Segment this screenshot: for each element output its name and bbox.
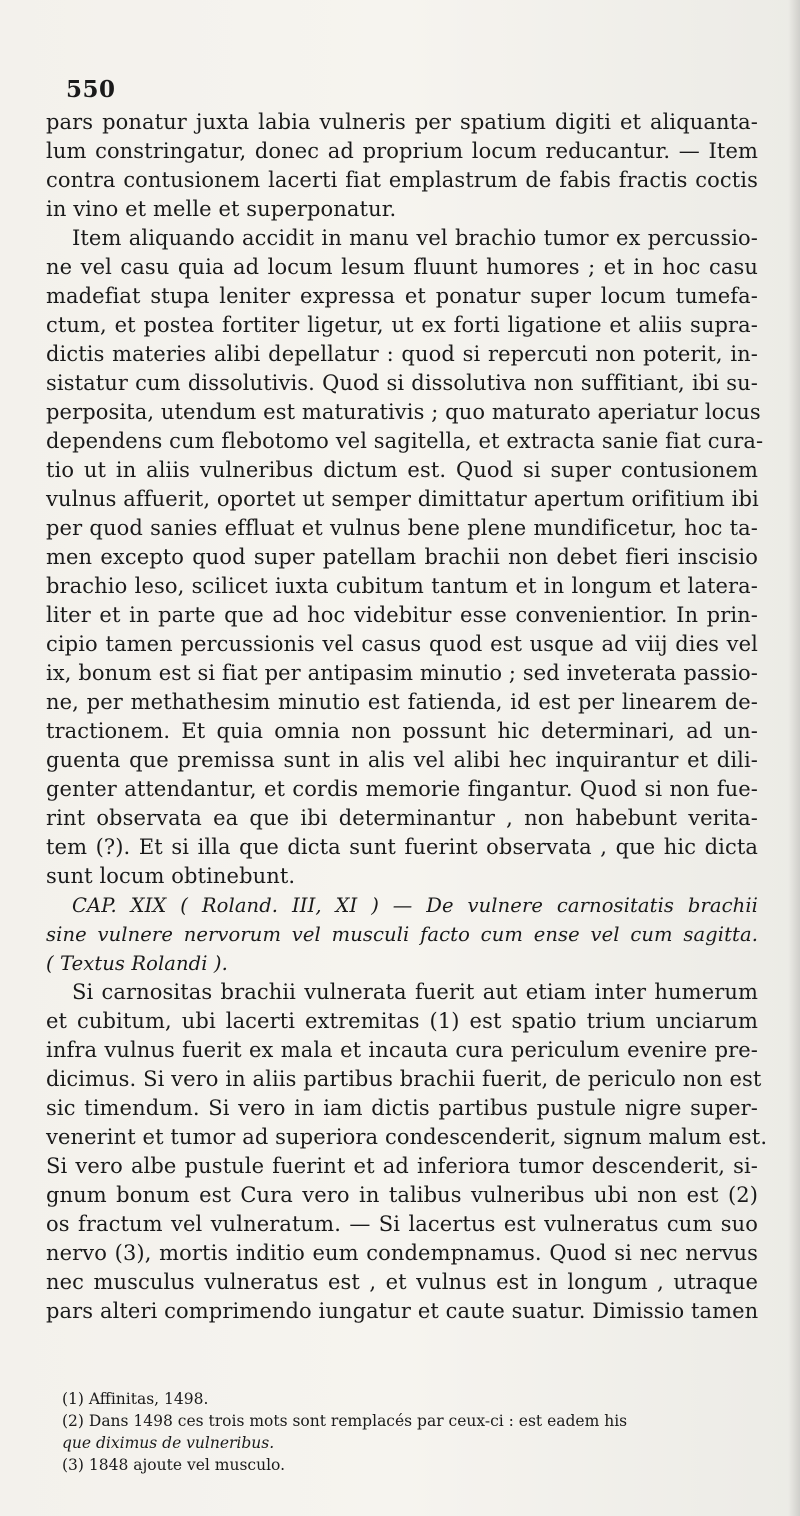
text-line: ctum, et postea fortiter ligetur, ut ex forti ligatione et aliis supra- (46, 313, 758, 337)
text-line: Si vero albe pustule fuerint et ad inferiora tumor descenderit, si- (46, 1154, 758, 1178)
text-line: rint observata ea que ibi determinantur , non habebunt verita- (46, 806, 758, 830)
footnote-mark: (1) (62, 1390, 89, 1408)
text-line: pars ponatur juxta labia vulneris per spatium digiti et aliquanta- (46, 110, 758, 134)
text-line: sic timendum. Si vero in iam dictis partibus pustule nigre super- (46, 1096, 758, 1120)
text-line: et cubitum, ubi lacerti extremitas (1) est spatio trium unciarum (46, 1009, 758, 1033)
text-line: tio ut in aliis vulneribus dictum est. Quod si super contusionem (46, 458, 758, 482)
text-line: ne vel casu quia ad locum lesum fluunt humores ; et in hoc casu (46, 255, 758, 279)
text-line: nec musculus vulneratus est , et vulnus est in longum , utraque (46, 1270, 758, 1294)
text-line: in vino et melle et superponatur. (46, 197, 397, 221)
footnotes (62, 1388, 762, 1476)
text-line: men excepto quod super patellam brachii non debet fieri inscisio (46, 545, 758, 569)
text-line: venerint et tumor ad superiora condescenderit, signum malum est. (46, 1125, 768, 1149)
text-line: dependens cum flebotomo vel sagitella, et extracta sanie fiat cura- (46, 429, 764, 453)
text-line: liter et in parte que ad hoc videbitur esse convenientior. In prin- (46, 603, 758, 627)
text-line: per quod sanies effluat et vulnus bene plene mundificetur, hoc ta- (46, 516, 758, 540)
text-line: ne, per methathesim minutio est fatienda, id est per linearem de- (46, 690, 758, 714)
text-line: tem (?). Et si illa que dicta sunt fuerint observata , que hic dicta (46, 835, 758, 859)
text-line: lum constringatur, donec ad proprium locum reducantur. — Item (46, 139, 758, 163)
text-line: Item aliquando accidit in manu vel brachio tumor ex percussio- (72, 226, 758, 250)
footnote-text: Dans 1498 ces trois mots sont remplacés par ceux-ci : est eadem his (88, 1412, 628, 1430)
text-line: tractionem. Et quia omnia non possunt hic determinari, ad un- (46, 719, 758, 743)
text-line: guenta que premissa sunt in alis vel alibi hec inquirantur et dili- (46, 748, 758, 772)
footnote-text: 1848 ajoute vel musculo. (88, 1456, 286, 1474)
page-edge-shadow (788, 0, 800, 1516)
text-line: os fractum vel vulneratum. — Si lacertus est vulneratus cum suo (46, 1212, 758, 1236)
footnote-mark: (2) (62, 1412, 89, 1430)
text-line: sunt locum obtinebunt. (46, 864, 296, 888)
chapter-heading-line: ( Textus Rolandi ). (46, 952, 228, 975)
text-line: perposita, utendum est maturativis ; quo maturato aperiatur locus (46, 400, 761, 424)
footnote-mark: (3) (62, 1456, 89, 1474)
footnote (62, 1410, 762, 1432)
text-line: cipio tamen percussionis vel casus quod est usque ad viij dies vel (46, 632, 758, 656)
footnote-text: Affinitas, 1498. (88, 1390, 209, 1408)
footnote (62, 1454, 762, 1476)
text-line: dictis materies alibi depellatur : quod si repercuti non poterit, in- (46, 342, 758, 366)
footnote (62, 1432, 762, 1454)
text-line: nervo (3), mortis inditio eum condempnamus. Quod si nec nervus (46, 1241, 758, 1265)
text-line: vulnus affuerit, oportet ut semper dimittatur apertum orifitium ibi (46, 487, 759, 511)
text-line: contra contusionem lacerti fiat emplastrum de fabis fractis coctis (46, 168, 758, 192)
text-line: Si carnositas brachii vulnerata fuerit aut etiam inter humerum (72, 980, 758, 1004)
footnote (62, 1388, 762, 1410)
text-line: madefiat stupa leniter expressa et ponatur super locum tumefa- (46, 284, 758, 308)
chapter-heading-line: CAP. XIX ( Roland. III, XI ) — De vulnere carnositatis brachii (72, 894, 758, 917)
page-number: 550 (66, 76, 116, 103)
footnote-text: que diximus de vulneribus. (62, 1434, 275, 1452)
text-line: infra vulnus fuerit ex mala et incauta cura periculum evenire pre- (46, 1038, 758, 1062)
text-line: pars alteri comprimendo iungatur et caute suatur. Dimissio tamen (46, 1299, 759, 1323)
text-line: dicimus. Si vero in aliis partibus brachii fuerit, de periculo non est (46, 1067, 762, 1091)
text-line: sistatur cum dissolutivis. Quod si dissolutiva non suffitiant, ibi su- (46, 371, 758, 395)
text-line: gnum bonum est Cura vero in talibus vulneribus ubi non est (2) (46, 1183, 758, 1207)
body-text (46, 108, 768, 1326)
text-line: brachio leso, scilicet iuxta cubitum tantum et in longum et latera- (46, 574, 758, 598)
text-line: genter attendantur, et cordis memorie fingantur. Quod si non fue- (46, 777, 758, 801)
text-line: ix, bonum est si fiat per antipasim minutio ; sed inveterata passio- (46, 661, 758, 685)
chapter-heading-line: sine vulnere nervorum vel musculi facto cum ense vel cum sagitta. (46, 923, 758, 946)
